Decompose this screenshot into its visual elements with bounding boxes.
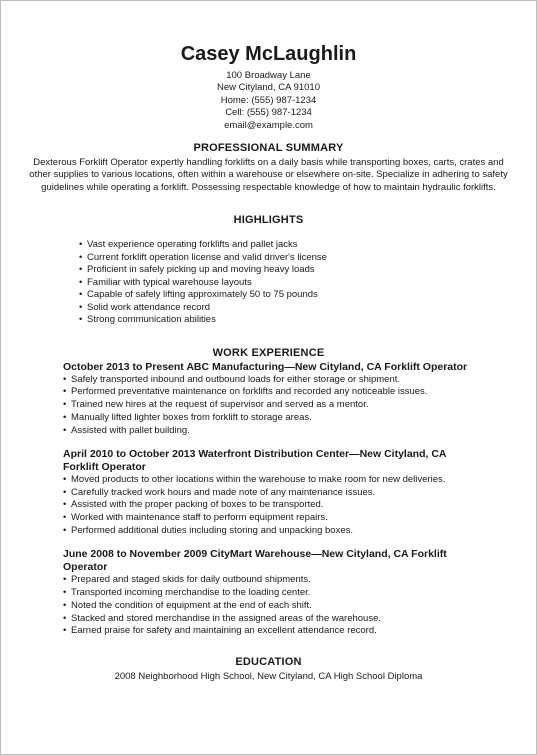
highlight-item: • Capable of safely lifting approximately 50 to 75 pounds	[79, 289, 536, 302]
duty-item: • Noted the condition of equipment at the end of each shift.	[63, 600, 506, 613]
job-heading: June 2008 to November 2009 CityMart Warehouse—New Cityland, CA Forklift Operator	[63, 548, 447, 573]
email-address: email@example.com	[224, 119, 313, 131]
highlights-heading: HIGHLIGHTS	[233, 214, 304, 227]
highlights-list	[79, 239, 536, 327]
job-duties	[63, 574, 506, 639]
duty-item: • Assisted with pallet building.	[63, 425, 506, 438]
job-duties	[63, 374, 506, 439]
duty-item: • Manually lifted lighter boxes from forklift to storage areas.	[63, 412, 506, 425]
job-heading: April 2010 to October 2013 Waterfront Distribution Center—New Cityland, CA Forklift Operator	[63, 448, 447, 473]
duty-item: • Performed additional duties including storing and unpacking boxes.	[63, 525, 506, 538]
highlight-item: • Strong communication abilities	[79, 314, 536, 327]
applicant-name: Casey McLaughlin	[180, 43, 357, 65]
home-phone: Home: (555) 987-1234	[220, 94, 317, 106]
highlight-item: • Solid work attendance record	[79, 302, 536, 315]
job-entry	[1, 361, 536, 438]
experience-heading: WORK EXPERIENCE	[212, 346, 325, 359]
job-heading: October 2013 to Present ABC Manufacturing—New Cityland, CA Forklift Operator	[63, 360, 468, 373]
highlight-item: • Current forklift operation license and valid driver's license	[79, 252, 536, 265]
education-text: 2008 Neighborhood High School, New Cityland, CA High School Diploma	[114, 671, 423, 683]
address-line-1: 100 Broadway Lane	[226, 70, 311, 81]
duty-item: • Transported incoming merchandise to the loading center.	[63, 587, 506, 600]
duty-item: • Stacked and stored merchandise in the assigned areas of the warehouse.	[63, 613, 506, 626]
job-entry	[1, 448, 536, 538]
duty-item: • Carefully tracked work hours and made note of any maintenance issues.	[63, 487, 506, 500]
summary-heading: PROFESSIONAL SUMMARY	[193, 142, 344, 155]
highlight-item: • Proficient in safely picking up and moving heavy loads	[79, 264, 536, 277]
summary-text: Dexterous Forklift Operator expertly handling forklifts on a daily basis while transporting boxes, carts, crates and other supplies to various locations, often within a warehouse or elsewhere on-site. Specialize in adhering to safety guidelines while operating a forklift. Possessing respectable knowledge of how to maintain hydraulic forklifts.	[29, 157, 508, 193]
highlight-item: • Vast experience operating forklifts and pallet jacks	[79, 239, 536, 252]
duty-item: • Assisted with the proper packing of boxes to be transported.	[63, 499, 506, 512]
duty-item: • Moved products to other locations within the warehouse to make room for new deliveries.	[63, 474, 506, 487]
duty-item: • Earned praise for safety and maintaining an excellent attendance record.	[63, 625, 506, 638]
highlight-item: • Familiar with typical warehouse layouts	[79, 277, 536, 290]
cell-phone: Cell: (555) 987-1234	[225, 107, 312, 119]
duty-item: • Prepared and staged skids for daily outbound shipments.	[63, 574, 506, 587]
contact-block	[1, 70, 536, 132]
job-entry	[1, 548, 536, 638]
duty-item: • Trained new hires at the request of supervisor and served as a mentor.	[63, 399, 506, 412]
duty-item: • Safely transported inbound and outbound loads for either storage or shipment.	[63, 374, 506, 387]
duty-item: • Performed preventative maintenance on forklifts and recorded any noticeable issues.	[63, 386, 506, 399]
duty-item: • Worked with maintenance staff to perform equipment repairs.	[63, 512, 506, 525]
education-heading: EDUCATION	[235, 656, 302, 669]
job-duties	[63, 474, 506, 539]
address-line-2: New Cityland, CA 91010	[217, 82, 320, 94]
